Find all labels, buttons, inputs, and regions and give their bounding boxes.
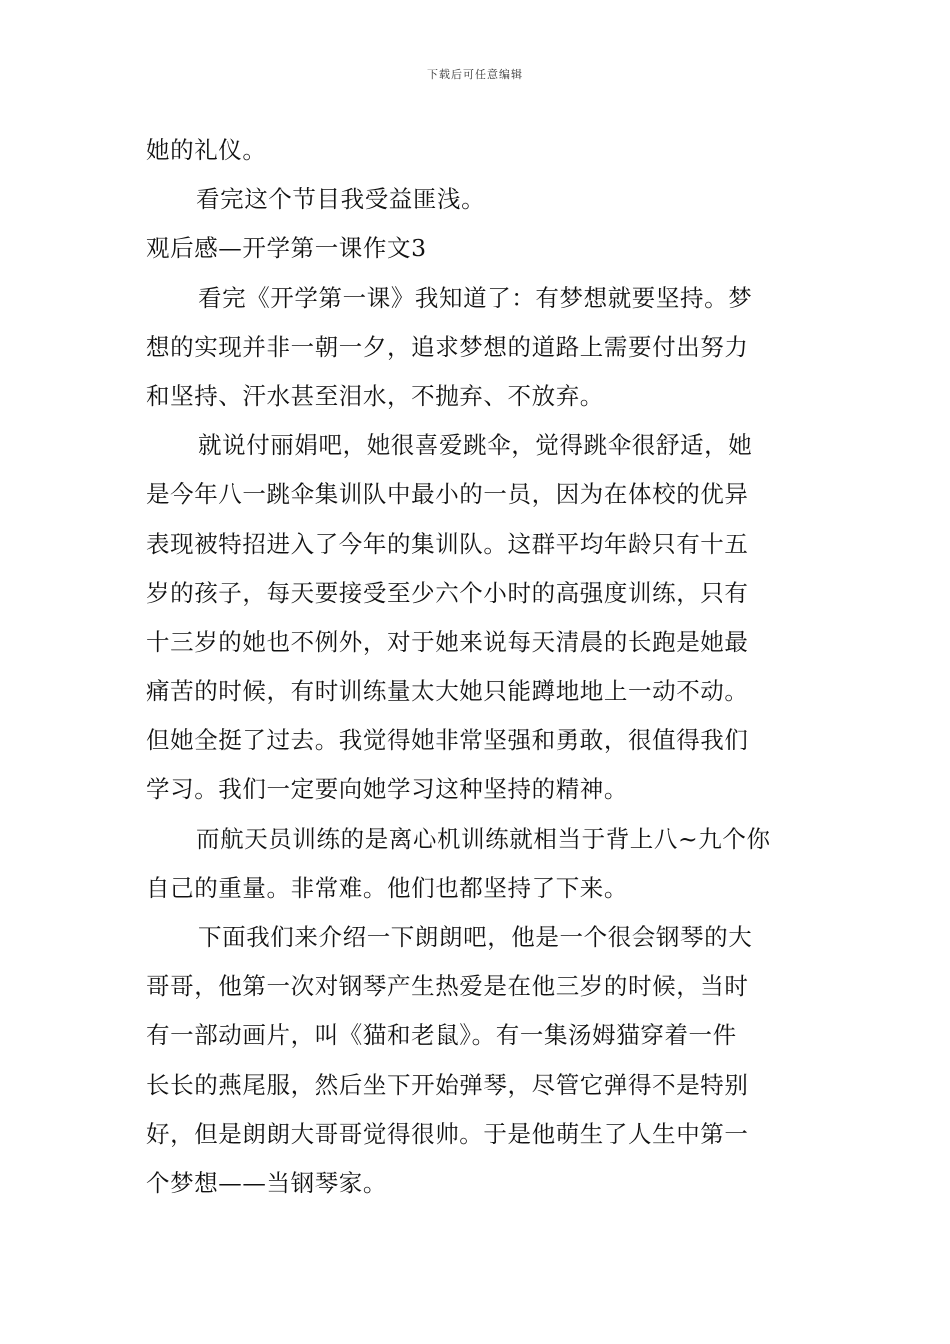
text-line: 表现被特招进入了今年的集训队。这群平均年龄只有十五	[146, 529, 749, 558]
text-line: 是今年八一跳伞集训队中最小的一员，因为在体校的优异	[146, 480, 749, 509]
text-line: 岁的孩子，每天要接受至少六个小时的高强度训练，只有	[146, 578, 749, 607]
text-line: 看完《开学第一课》我知道了：有梦想就要坚持。梦	[198, 283, 753, 312]
text-line: 好，但是朗朗大哥哥觉得很帅。于是他萌生了人生中第一	[146, 1119, 749, 1148]
text-line: 下面我们来介绍一下朗朗吧，他是一个很会钢琴的大	[198, 923, 753, 951]
text-line: 长长的燕尾服，然后坐下开始弹琴，尽管它弹得不是特别	[146, 1070, 749, 1099]
text-line: 看完这个节目我受益匪浅。	[196, 185, 486, 214]
text-line: 而航天员训练的是离心机训练就相当于背上八~九个你	[196, 824, 771, 853]
text-line: 十三岁的她也不例外，对于她来说每天清晨的长跑是她最	[146, 627, 749, 656]
text-line: 和坚持、汗水甚至泪水，不抛弃、不放弃。	[146, 381, 604, 410]
text-line: 哥哥，他第一次对钢琴产生热爱是在他三岁的时候，当时	[146, 972, 749, 1001]
text-line: 自己的重量。非常难。他们也都坚持了下来。	[146, 873, 628, 902]
text-line: 她的礼仪。	[146, 136, 267, 164]
text-line: 就说付丽娟吧，她很喜爱跳伞，觉得跳伞很舒适，她	[198, 431, 753, 460]
text-line: 痛苦的时候，有时训练量太大她只能蹲地地上一动不动。	[146, 677, 749, 706]
text-line: 学习。我们一定要向她学习这种坚持的精神。	[146, 775, 628, 804]
text-line: 个梦想——当钢琴家。	[146, 1168, 387, 1197]
document-body	[146, 126, 806, 1208]
section-heading: 观后感—开学第一课作文3	[146, 234, 427, 263]
page-header: 下载后可任意编辑	[427, 68, 523, 81]
text-line: 想的实现并非一朝一夕，追求梦想的道路上需要付出努力	[146, 332, 749, 361]
text-line: 有一部动画片，叫《猫和老鼠》。有一集汤姆猫穿着一件	[146, 1021, 737, 1050]
text-line: 但她全挺了过去。我觉得她非常坚强和勇敢，很值得我们	[146, 726, 749, 755]
